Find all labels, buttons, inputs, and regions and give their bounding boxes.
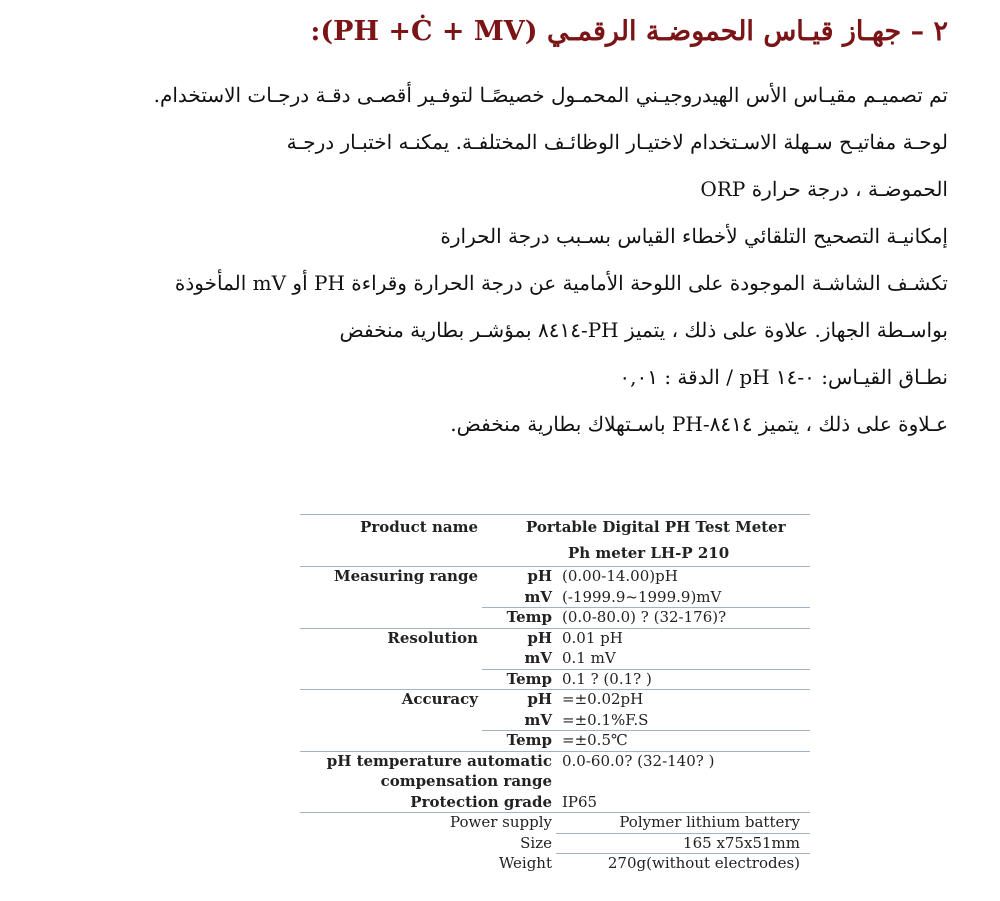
weight-value: 270g(without electrodes)	[607, 854, 800, 872]
paragraph-range: نطـاق القيـاس: ٠-١٤ pH / الدقة : ٠,٠١	[619, 365, 948, 389]
table-row-model	[300, 540, 810, 566]
paragraph-keypad-line2: الحموضـة ، درجة حرارة ORP	[700, 177, 948, 201]
table-row-power	[300, 812, 810, 833]
protection-value: IP65	[562, 792, 598, 811]
table-row-accuracy-temp	[300, 730, 810, 751]
paragraph-display-line2: بواسـطة الجهاز. علاوة على ذلك ، يتميز PH-٨٤١٤ بمؤشـر بطارية منخفض	[339, 318, 948, 342]
table-row-resolution-mv	[300, 648, 810, 669]
accuracy-temp-value: =±0.5℃	[562, 731, 628, 749]
accuracy-mv-value: =±0.1%F.S	[562, 710, 649, 729]
accuracy-ph-label: pH	[527, 690, 552, 708]
measuring-ph-label: pH	[527, 567, 552, 585]
section-heading: ٢ – جهـاز قيـاس الحموضـة الرقمـي (PH +Ċ + MV):	[310, 16, 948, 47]
resolution-mv-value: 0.1 mV	[562, 649, 616, 667]
measuring-temp-label: Temp	[506, 608, 552, 626]
measuring-range-label: Measuring range	[334, 567, 478, 585]
paragraph-display-line1: تكشـف الشاشـة الموجودة على اللوحة الأمامية عن درجة الحرارة وقراءة PH أو mV المأخوذة	[174, 271, 948, 295]
table-row-size	[300, 833, 810, 854]
paragraph-keypad-line1: لوحـة مفاتيـح سـهلة الاسـتخدام لاختيـار الوظائـف المختلفـة. يمكنـه اختبـار درجـة	[286, 130, 948, 154]
table-row-protection	[300, 792, 810, 813]
accuracy-temp-label: Temp	[506, 731, 552, 749]
measuring-ph-value: (0.00-14.00)pH	[562, 567, 678, 585]
compensation-label-line1: pH temperature automatic	[326, 751, 552, 770]
table-row-compensation-cont	[300, 771, 810, 792]
measuring-temp-value: (0.0-80.0) ? (32-176)?	[562, 608, 727, 626]
measuring-mv-label: mV	[524, 587, 552, 606]
resolution-temp-label: Temp	[506, 669, 552, 688]
compensation-value: 0.0-60.0? (32-140? )	[562, 751, 715, 770]
compensation-label-line2: compensation range	[380, 772, 552, 790]
table-row-measuring-ph	[300, 566, 810, 587]
paragraph-design: تم تصميـم مقيـاس الأس الهيدروجيـني المحمـول خصيصًـا لتوفـير أقصـى دقـة درجـات الاستخدام.	[153, 83, 948, 107]
table-row-resolution-temp	[300, 669, 810, 690]
accuracy-ph-value: =±0.02pH	[562, 690, 644, 708]
table-row-product-name	[300, 514, 810, 540]
table-row-compensation	[300, 751, 810, 772]
power-label: Power supply	[449, 813, 552, 831]
accuracy-mv-label: mV	[524, 710, 552, 729]
table-row-resolution-ph	[300, 628, 810, 649]
spec-table	[300, 514, 810, 874]
product-name-value: Portable Digital PH Test Meter	[526, 518, 786, 536]
measuring-mv-value: (-1999.9~1999.9)mV	[562, 587, 722, 606]
table-row-weight	[300, 853, 810, 874]
resolution-temp-value: 0.1 ? (0.1? )	[562, 669, 652, 688]
accuracy-label: Accuracy	[401, 690, 478, 708]
table-row-accuracy-ph	[300, 689, 810, 710]
paragraph-compensation: إمكانيـة التصحيح التلقائي لأخطاء القياس بسـبب درجة الحرارة	[440, 224, 948, 248]
protection-label: Protection grade	[410, 792, 552, 811]
table-row-measuring-temp	[300, 607, 810, 628]
size-value: 165 x75x51mm	[683, 833, 800, 852]
table-row-measuring-mv	[300, 587, 810, 608]
weight-label: Weight	[498, 854, 552, 872]
resolution-ph-label: pH	[527, 628, 552, 647]
resolution-ph-value: 0.01 pH	[562, 628, 623, 647]
resolution-mv-label: mV	[524, 649, 552, 667]
product-name-label: Product name	[360, 518, 478, 536]
model-value: Ph meter LH-P 210	[568, 544, 730, 562]
resolution-label: Resolution	[387, 628, 478, 647]
power-value: Polymer lithium battery	[619, 813, 800, 831]
paragraph-battery: عـلاوة على ذلك ، يتميز ٨٤١٤-PH باسـتهلاك بطارية منخفض.	[450, 412, 948, 436]
description-text	[80, 72, 948, 448]
size-label: Size	[520, 833, 552, 852]
table-row-accuracy-mv	[300, 710, 810, 731]
